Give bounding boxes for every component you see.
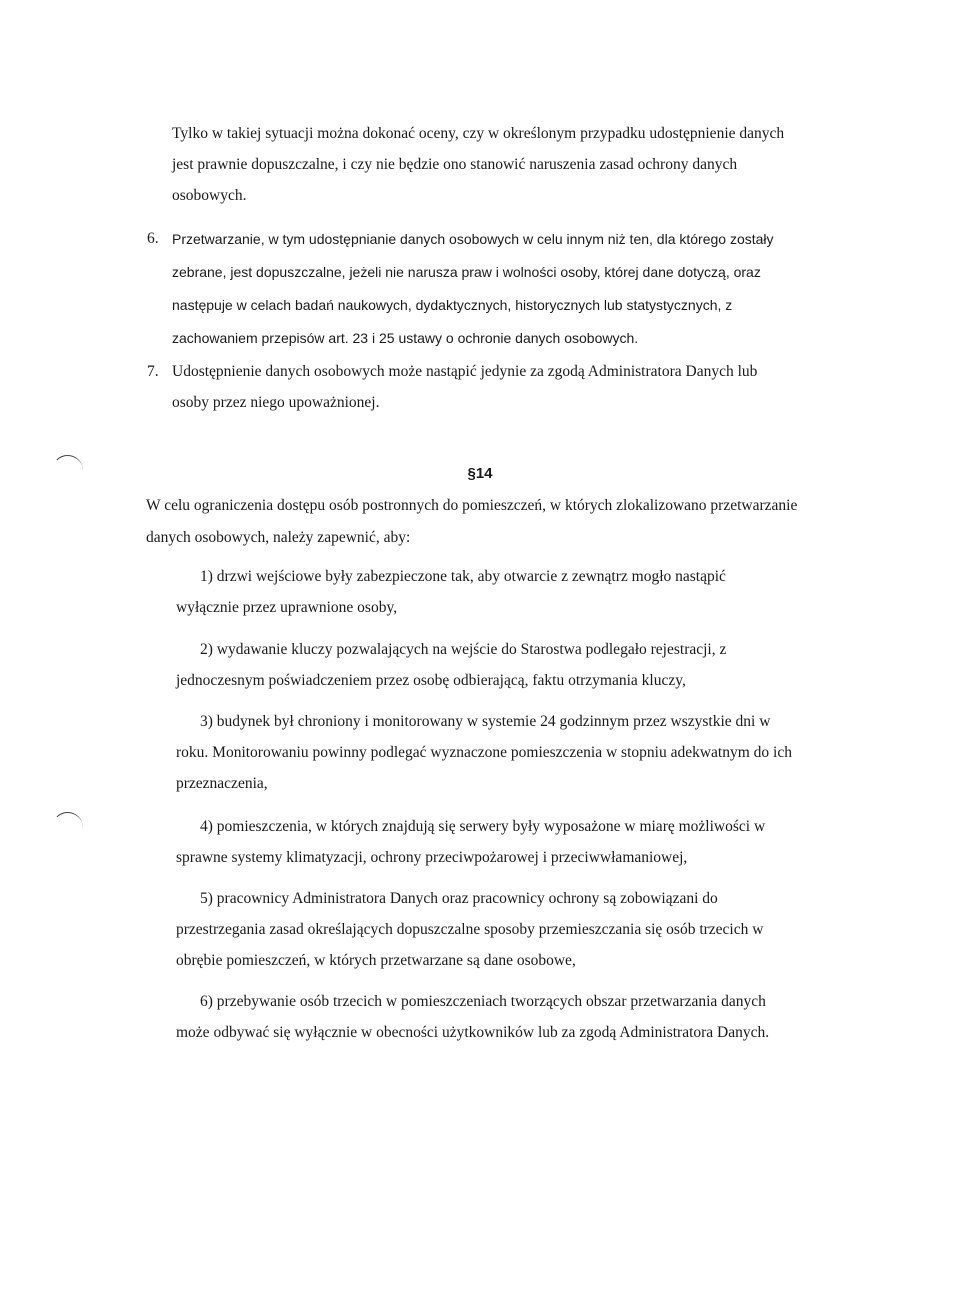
list-item-2-line-1: 2) wydawanie kluczy pozwalających na wejście do Starostwa podlegało rejestracji, z xyxy=(200,641,727,658)
item-7-line-2: osoby przez niego upoważnionej. xyxy=(172,394,380,411)
item-7-paragraph xyxy=(172,356,802,418)
list-item-4-line-2: sprawne systemy klimatyzacji, ochrony przeciwpożarowej i przeciwwłamaniowej, xyxy=(176,849,688,866)
intro-line-3: osobowych. xyxy=(172,187,247,204)
list-item-5 xyxy=(176,883,806,976)
section-intro-line-2: danych osobowych, należy zapewnić, aby: xyxy=(146,529,411,546)
item-7-number: 7. xyxy=(147,363,159,380)
section-intro xyxy=(146,490,806,554)
list-item-1-line-2: wyłącznie przez uprawnione osoby, xyxy=(176,599,398,616)
list-item-1 xyxy=(176,561,806,623)
list-item-3-line-2: roku. Monitorowaniu powinny podlegać wyznaczone pomieszczenia w stopniu adekwatnym do ich xyxy=(176,744,792,761)
list-item-3-line-1: 3) budynek był chroniony i monitorowany w systemie 24 godzinnym przez wszystkie dni w xyxy=(200,713,771,730)
list-item-6 xyxy=(176,986,806,1048)
item-6-line-2: zebrane, jest dopuszczalne, jeżeli nie narusza praw i wolności osoby, której dane dotyczą, oraz xyxy=(172,264,761,280)
list-item-2-line-2: jednoczesnym poświadczeniem przez osobę odbierającą, faktu otrzymania kluczy, xyxy=(176,672,686,689)
list-item-3-line-3: przeznaczenia, xyxy=(176,775,268,792)
list-item-4-line-1: 4) pomieszczenia, w których znajdują się serwery były wyposażone w miarę możliwości w xyxy=(200,818,766,835)
intro-paragraph xyxy=(172,118,802,211)
item-6-number: 6. xyxy=(147,230,159,247)
item-6-paragraph xyxy=(172,223,802,256)
list-item-5-line-3: obrębie pomieszczeń, w których przetwarzane są dane osobowe, xyxy=(176,952,576,969)
list-item-3 xyxy=(176,706,806,799)
list-item-5-line-2: przestrzegania zasad określających dopuszczalne sposoby przemieszczania się osób trzecich w xyxy=(176,921,764,938)
item-6-line-1: Przetwarzanie, w tym udostępnianie danych osobowych w celu innym niż ten, dla którego zostały xyxy=(172,231,774,247)
item-6-line-3: następuje w celach badań naukowych, dydaktycznych, historycznych lub statystycznych, z xyxy=(172,297,733,313)
item-6-line-4: zachowaniem przepisów art. 23 i 25 ustawy o ochronie danych osobowych. xyxy=(172,330,639,346)
list-item-5-line-1: 5) pracownicy Administratora Danych oraz pracownicy ochrony są zobowiązani do xyxy=(200,890,718,907)
list-item-6-line-1: 6) przebywanie osób trzecich w pomieszczeniach tworzących obszar przetwarzania danych xyxy=(200,993,766,1010)
intro-line-2: jest prawnie dopuszczalne, i czy nie będzie ono stanowić naruszenia zasad ochrony danych xyxy=(172,156,738,173)
section-intro-line-1: W celu ograniczenia dostępu osób postronnych do pomieszczeń, w których zlokalizowano przetwarzanie xyxy=(146,497,798,514)
list-item-2 xyxy=(176,634,806,696)
section-title: §14 xyxy=(467,465,493,482)
punch-hole-mark-bottom xyxy=(52,812,83,843)
item-7-line-1: Udostępnienie danych osobowych może nastąpić jedynie za zgodą Administratora Danych lub xyxy=(172,363,758,380)
list-item-6-line-2: może odbywać się wyłącznie w obecności użytkowników lub za zgodą Administratora Danych. xyxy=(176,1024,770,1041)
list-item-1-line-1: 1) drzwi wejściowe były zabezpieczone tak, aby otwarcie z zewnątrz mogło nastąpić xyxy=(200,568,726,585)
intro-line-1: Tylko w takiej sytuacji można dokonać oceny, czy w określonym przypadku udostępnienie danych xyxy=(172,125,785,142)
list-item-4 xyxy=(176,811,806,873)
item-6-continuation xyxy=(172,256,802,355)
